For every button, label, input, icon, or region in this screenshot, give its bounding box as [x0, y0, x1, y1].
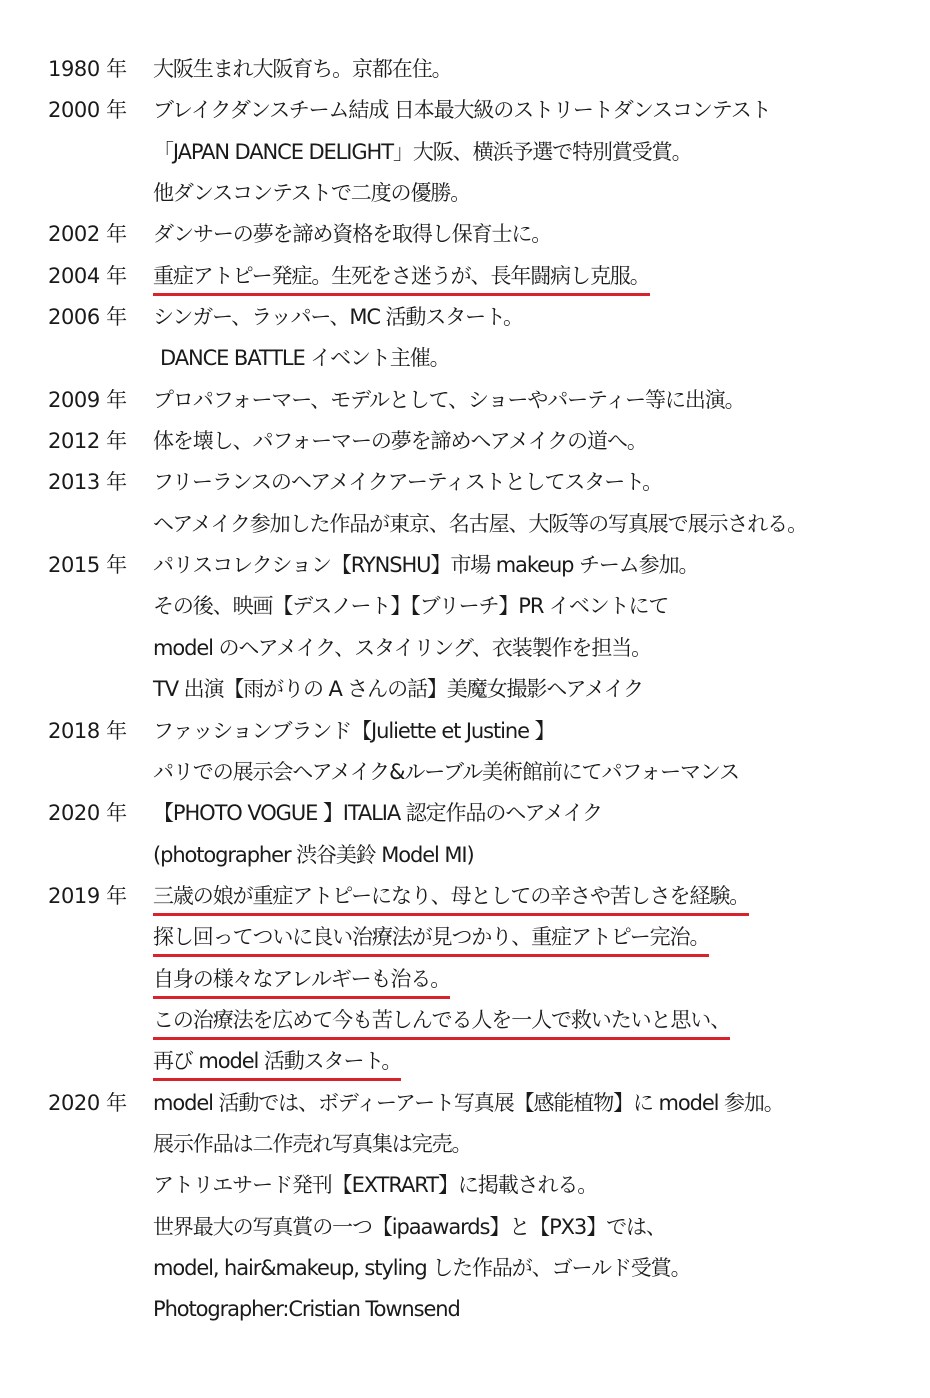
- timeline-row-continued: [0, 835, 930, 876]
- entry-text: パリスコレクション【RYNSHU】市場 makeup チーム参加。: [153, 553, 699, 578]
- entry-text: フリーランスのヘアメイクアーティストとしてスタート。: [153, 470, 662, 495]
- entry-text: model, hair&makeup, styling した作品が、ゴールド受賞。: [153, 1255, 691, 1280]
- timeline-row: [0, 297, 930, 338]
- entry-text: 他ダンスコンテストで二度の優勝。: [153, 181, 471, 206]
- year-label: 2006 年: [48, 305, 127, 330]
- year-label: 2009 年: [48, 387, 127, 412]
- year-label: 2015 年: [48, 553, 127, 578]
- timeline-row-continued: [0, 1207, 930, 1248]
- timeline-row-continued: [0, 1124, 930, 1165]
- timeline-row-continued: [0, 959, 930, 1000]
- entry-text: プロパフォーマー、モデルとして、ショーやパーティー等に出演。: [153, 387, 745, 412]
- entry-text: アトリエサード発刊【EXTRART】に掲載される。: [153, 1173, 598, 1198]
- timeline-row: [0, 214, 930, 255]
- year-label: 2018 年: [48, 718, 127, 743]
- entry-text: パリでの展示会ヘアメイク&ルーブル美術館前にてパフォーマンス: [153, 759, 740, 784]
- timeline-row-continued: [0, 1248, 930, 1289]
- entry-text: その後、映画【デスノート】【ブリーチ】PR イベントにて: [153, 594, 669, 619]
- timeline-row-continued: [0, 1041, 930, 1082]
- entry-text: (photographer 渋谷美鈴 Model MI): [153, 842, 474, 867]
- entry-text: 体を壊し、パフォーマーの夢を諦めヘアメイクの道へ。: [153, 429, 647, 454]
- highlighted-entry-text: 重症アトピー発症。生死をさ迷うが、長年闘病し克服。: [153, 262, 650, 296]
- timeline-row: [0, 90, 930, 131]
- entry-text: ブレイクダンスチーム結成 日本最大級のストリートダンスコンテスト: [153, 98, 771, 123]
- highlighted-entry-text: 三歳の娘が重症アトピーになり、母としての辛さや苦しさを経験。: [153, 882, 749, 916]
- timeline-row-continued: [0, 338, 930, 379]
- timeline-row: [0, 380, 930, 421]
- timeline-row-continued: [0, 917, 930, 958]
- year-label: 2019 年: [48, 883, 127, 908]
- entry-text: 【PHOTO VOGUE 】ITALIA 認定作品のヘアメイク: [153, 801, 602, 826]
- timeline-row: [0, 256, 930, 297]
- entry-text: model 活動では、ボディーアート写真展【感能植物】に model 参加。: [153, 1090, 784, 1115]
- timeline-row-continued: [0, 173, 930, 214]
- timeline-row: [0, 711, 930, 752]
- year-label: 2020 年: [48, 801, 127, 826]
- year-label: 2004 年: [48, 263, 127, 288]
- timeline-row-continued: [0, 586, 930, 627]
- highlighted-entry-text: 再び model 活動スタート。: [153, 1047, 401, 1081]
- entry-text: TV 出演【雨がりの A さんの話】美魔女撮影ヘアメイク: [153, 677, 644, 702]
- entry-text: シンガー、ラッパー、MC 活動スタート。: [153, 305, 523, 330]
- timeline-row-continued: [0, 669, 930, 710]
- timeline-row-continued: [0, 1165, 930, 1206]
- timeline-row: [0, 545, 930, 586]
- entry-text: Photographer:Cristian Townsend: [153, 1297, 460, 1322]
- entry-text: ダンサーの夢を諦め資格を取得し保育士に。: [153, 222, 552, 247]
- entry-text: 世界最大の写真賞の一つ【ipaawards】と【PX3】では、: [153, 1214, 666, 1239]
- highlighted-entry-text: 自身の様々なアレルギーも治る。: [153, 965, 450, 999]
- timeline-row-continued: [0, 132, 930, 173]
- timeline-row: [0, 49, 930, 90]
- year-label: 2002 年: [48, 222, 127, 247]
- year-label: 2013 年: [48, 470, 127, 495]
- entry-text: DANCE BATTLE イベント主催。: [160, 346, 450, 371]
- entry-text: ヘアメイク参加した作品が東京、名古屋、大阪等の写真展で展示される。: [153, 511, 807, 536]
- timeline-row-continued: [0, 1289, 930, 1330]
- timeline-row: [0, 462, 930, 503]
- timeline-row: [0, 1083, 930, 1124]
- year-label: 1980 年: [48, 57, 127, 81]
- timeline-row-continued: [0, 628, 930, 669]
- entry-text: 展示作品は二作売れ写真集は完売。: [153, 1131, 472, 1156]
- entry-text: 「JAPAN DANCE DELIGHT」大阪、横浜予選で特別賞受賞。: [153, 139, 692, 164]
- year-label: 2000 年: [48, 98, 127, 123]
- entry-text: model のヘアメイク、スタイリング、衣装製作を担当。: [153, 635, 652, 660]
- timeline-row-continued: [0, 504, 930, 545]
- timeline-row: [0, 876, 930, 917]
- entry-text: 大阪生まれ大阪育ち。京都在住。: [153, 57, 452, 81]
- year-label: 2020 年: [48, 1090, 127, 1115]
- entry-text: ファッションブランド【Juliette et Justine 】: [153, 718, 555, 743]
- year-label: 2012 年: [48, 429, 127, 454]
- highlighted-entry-text: 探し回ってついに良い治療法が見つかり、重症アトピー完治。: [153, 923, 709, 957]
- timeline-row: [0, 421, 930, 462]
- highlighted-entry-text: この治療法を広めて今も苦しんでる人を一人で救いたいと思い、: [153, 1006, 730, 1040]
- timeline-row: [0, 793, 930, 834]
- timeline-row-continued: [0, 752, 930, 793]
- career-timeline: [0, 49, 930, 1331]
- timeline-row-continued: [0, 1000, 930, 1041]
